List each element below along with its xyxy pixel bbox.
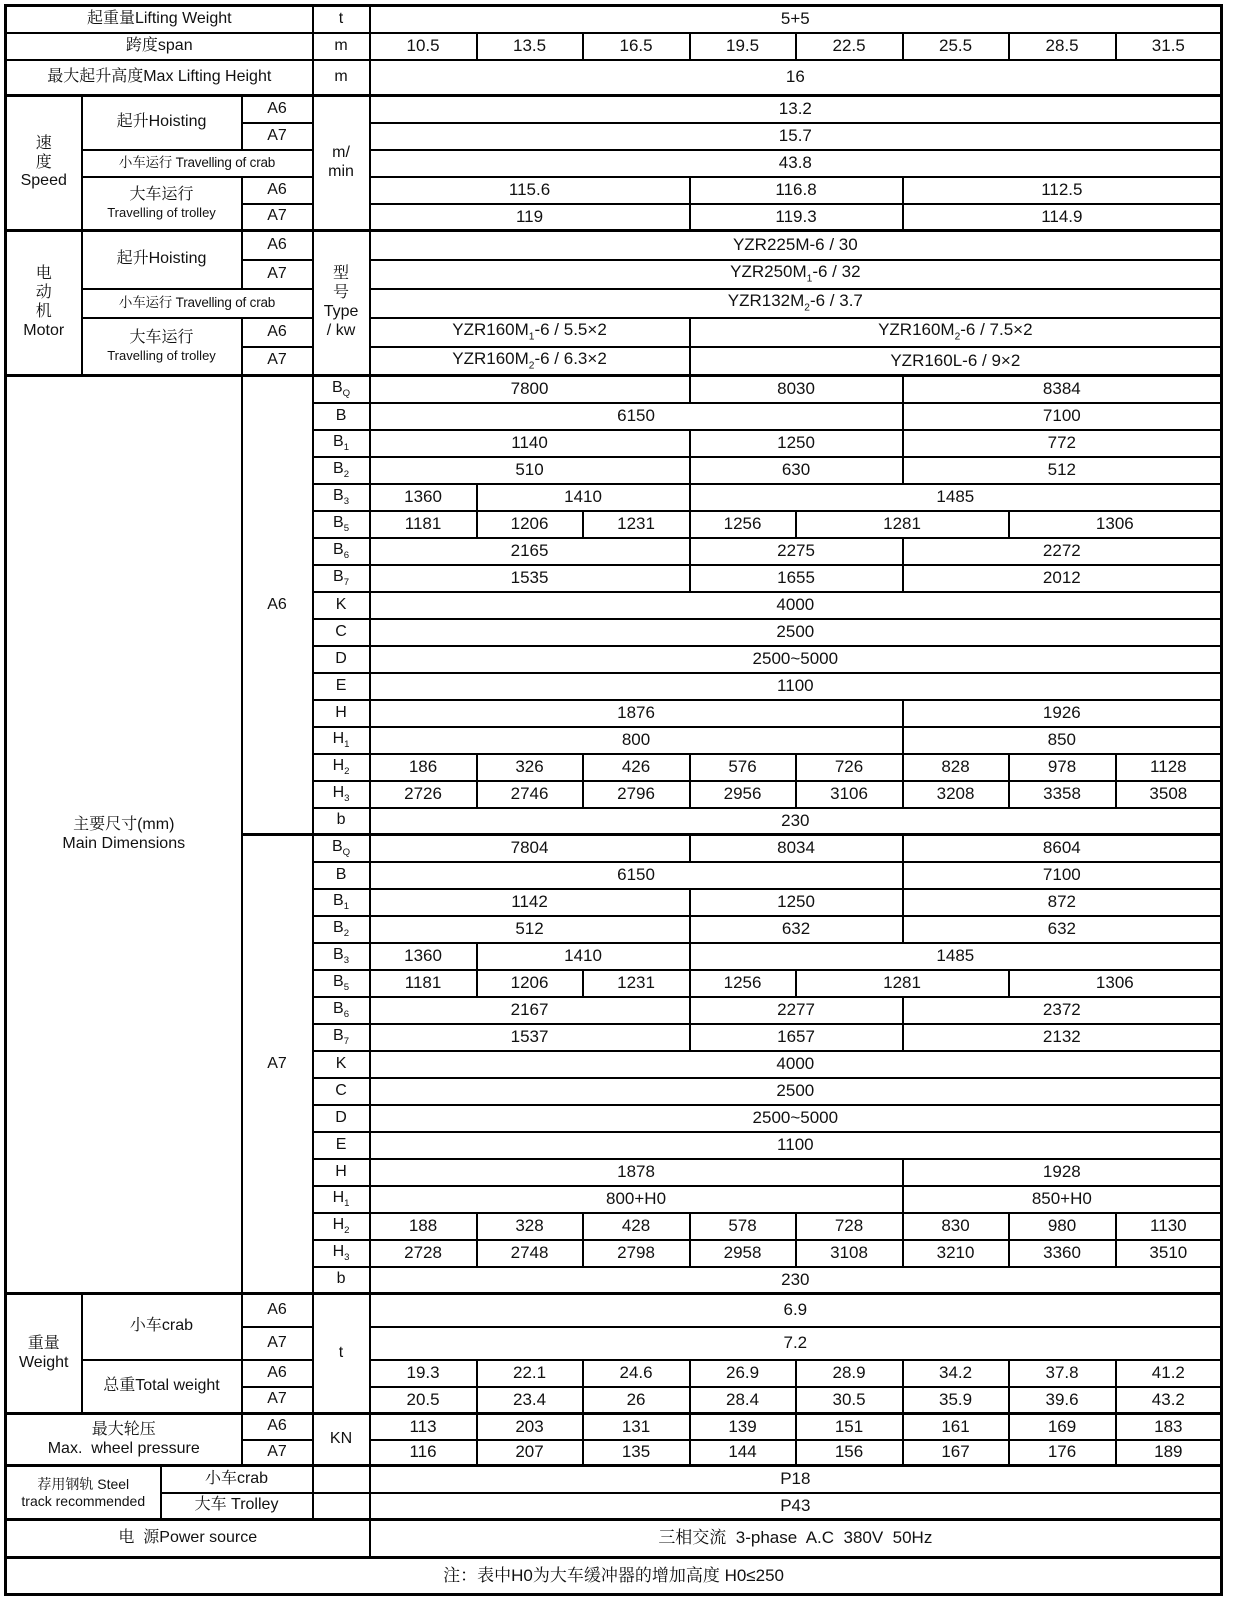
- grade-a7: A7: [242, 835, 313, 1294]
- value-cell: 41.2: [1116, 1360, 1222, 1387]
- value-cell: 34.2: [903, 1360, 1009, 1387]
- value-cell: 1181: [370, 511, 477, 538]
- value-cell: $YZR132M_2-6 / 3.7$: [370, 289, 1222, 318]
- value-cell: 6.9: [370, 1294, 1222, 1327]
- speed-section-label: 速 度 Speed: [6, 96, 82, 231]
- value-cell: 230: [370, 808, 1222, 835]
- value-cell: 2500: [370, 619, 1222, 646]
- dim-letter: B: [313, 862, 370, 889]
- value-cell: 2132: [903, 1024, 1222, 1051]
- value-cell: 115.6: [370, 177, 690, 204]
- dim-letter: $H_1$: [313, 727, 370, 754]
- value-cell: 203: [477, 1414, 583, 1440]
- value-cell: 2500: [370, 1078, 1222, 1105]
- value-cell: 16.5: [583, 33, 690, 60]
- value-cell: 25.5: [903, 33, 1009, 60]
- dim-letter: b: [313, 1267, 370, 1294]
- value-cell: 1142: [370, 889, 690, 916]
- value-cell: 151: [796, 1414, 903, 1440]
- value-cell: 1140: [370, 430, 690, 457]
- hoisting-label: 起升Hoisting: [82, 96, 242, 150]
- value-cell: 4000: [370, 1051, 1222, 1078]
- value-cell: 176: [1009, 1440, 1116, 1466]
- dim-letter: $B_Q$: [313, 835, 370, 862]
- value-cell: 188: [370, 1213, 477, 1240]
- trolley-rail-value: P43: [370, 1493, 1222, 1520]
- value-cell: 1410: [477, 943, 690, 970]
- unit-cell: KN: [313, 1414, 370, 1466]
- value-cell: 6150: [370, 403, 903, 430]
- crab-rail-label: 小车crab: [161, 1466, 313, 1493]
- value-cell: 3210: [903, 1240, 1009, 1267]
- value-cell: 112.5: [903, 177, 1222, 204]
- value-cell: 872: [903, 889, 1222, 916]
- value-cell: 726: [796, 754, 903, 781]
- value-cell: 1360: [370, 484, 477, 511]
- value-cell: 1485: [690, 484, 1222, 511]
- value-cell: 119.3: [690, 204, 903, 231]
- value-cell: 28.5: [1009, 33, 1116, 60]
- unit-cell: m/ min: [313, 96, 370, 231]
- value-cell: 8384: [903, 376, 1222, 403]
- value-cell: 119: [370, 204, 690, 231]
- value-cell: 1306: [1009, 511, 1222, 538]
- grade-a6: A6: [242, 1360, 313, 1387]
- value-cell: 167: [903, 1440, 1009, 1466]
- value-cell: 31.5: [1116, 33, 1222, 60]
- value-cell: 35.9: [903, 1387, 1009, 1414]
- value-cell: 1206: [477, 511, 583, 538]
- value-cell: 116: [370, 1440, 477, 1466]
- value-cell: 169: [1009, 1414, 1116, 1440]
- value-cell: 22.1: [477, 1360, 583, 1387]
- grade-a7: A7: [242, 1387, 313, 1414]
- value-cell: 2277: [690, 997, 903, 1024]
- weight-section-label: 重量 Weight: [6, 1294, 82, 1414]
- value-cell: $YZR160M_1-6 / 5.5\times 2$: [370, 318, 690, 347]
- value-cell: 207: [477, 1440, 583, 1466]
- dim-letter: $B_6$: [313, 997, 370, 1024]
- unit-cell: [313, 1493, 370, 1520]
- value-cell: 1926: [903, 700, 1222, 727]
- grade-a7: A7: [242, 123, 313, 150]
- value-cell: 510: [370, 457, 690, 484]
- grade-a6: A6: [242, 177, 313, 204]
- dim-letter: $B_1$: [313, 889, 370, 916]
- value-cell: 7800: [370, 376, 690, 403]
- dimensions-section-label: 主要尺寸(mm) Main Dimensions: [6, 376, 242, 1294]
- value-cell: 728: [796, 1213, 903, 1240]
- crab-travel-label: 小车运行 Travelling of crab: [82, 150, 313, 177]
- dim-letter: $B_5$: [313, 970, 370, 997]
- value-cell: 6150: [370, 862, 903, 889]
- total-weight-label: 总重Total weight: [82, 1360, 242, 1414]
- dim-letter: E: [313, 1132, 370, 1159]
- value-cell: 512: [903, 457, 1222, 484]
- value-cell: 2728: [370, 1240, 477, 1267]
- value-cell: 2500~5000: [370, 646, 1222, 673]
- value-cell: 1655: [690, 565, 903, 592]
- value-cell: 1535: [370, 565, 690, 592]
- value-cell: 15.7: [370, 123, 1222, 150]
- value-cell: 144: [690, 1440, 796, 1466]
- value-cell: 3508: [1116, 781, 1222, 808]
- value-cell: 7100: [903, 862, 1222, 889]
- value-cell: 22.5: [796, 33, 903, 60]
- value-cell: 3510: [1116, 1240, 1222, 1267]
- value-cell: 43.2: [1116, 1387, 1222, 1414]
- trolley-travel-label: 大车运行 Travelling of trolley: [82, 177, 242, 231]
- value-cell: 1537: [370, 1024, 690, 1051]
- value-cell: 23.4: [477, 1387, 583, 1414]
- value-cell: 1876: [370, 700, 903, 727]
- dim-letter: H: [313, 700, 370, 727]
- power-source-value: 三相交流 3-phase A.C 380V 50Hz: [370, 1520, 1222, 1558]
- value-cell: 7804: [370, 835, 690, 862]
- grade-a7: A7: [242, 347, 313, 376]
- dim-letter: K: [313, 1051, 370, 1078]
- hoisting-label: 起升Hoisting: [82, 231, 242, 289]
- spec-table-body: [6, 6, 1222, 1595]
- value-cell: 131: [583, 1414, 690, 1440]
- unit-cell: [313, 1466, 370, 1493]
- dim-letter: $H_3$: [313, 781, 370, 808]
- dim-letter: $B_7$: [313, 565, 370, 592]
- value-cell: 800: [370, 727, 903, 754]
- dim-letter: D: [313, 646, 370, 673]
- grade-a6: A6: [242, 231, 313, 260]
- dim-letter: B: [313, 403, 370, 430]
- value-cell: 1181: [370, 970, 477, 997]
- crab-weight-label: 小车crab: [82, 1294, 242, 1360]
- trolley-rail-label: 大车 Trolley: [161, 1493, 313, 1520]
- value-cell: 13.2: [370, 96, 1222, 123]
- value-cell: YZR225M-6 / 30: [370, 231, 1222, 260]
- value-cell: 1100: [370, 1132, 1222, 1159]
- dim-letter: $B_3$: [313, 484, 370, 511]
- value-cell: 2958: [690, 1240, 796, 1267]
- value-cell: 3360: [1009, 1240, 1116, 1267]
- note-cell: 注：表中H0为大车缓冲器的增加高度 H0≤250: [6, 1558, 1222, 1595]
- unit-cell: t: [313, 6, 370, 33]
- value-cell: 19.5: [690, 33, 796, 60]
- value-cell: 114.9: [903, 204, 1222, 231]
- dim-letter: $B_7$: [313, 1024, 370, 1051]
- value-cell: 2726: [370, 781, 477, 808]
- value-cell: 2272: [903, 538, 1222, 565]
- value-cell: 2275: [690, 538, 903, 565]
- value-cell: 135: [583, 1440, 690, 1466]
- value-cell: 2748: [477, 1240, 583, 1267]
- value-cell: 1281: [796, 511, 1009, 538]
- grade-a6: A6: [242, 1294, 313, 1327]
- value-cell: 1878: [370, 1159, 903, 1186]
- dim-letter: $H_2$: [313, 754, 370, 781]
- value-cell: 1657: [690, 1024, 903, 1051]
- value-cell: 3106: [796, 781, 903, 808]
- value-cell: 3208: [903, 781, 1009, 808]
- value-cell: 8030: [690, 376, 903, 403]
- value-cell: 1250: [690, 889, 903, 916]
- dim-letter: D: [313, 1105, 370, 1132]
- value-cell: 326: [477, 754, 583, 781]
- value-cell: 426: [583, 754, 690, 781]
- dim-letter: $B_2$: [313, 457, 370, 484]
- motor-section-label: 电 动 机 Motor: [6, 231, 82, 376]
- value-cell: $YZR160M_2-6 / 6.3\times 2$: [370, 347, 690, 376]
- value-cell: 1231: [583, 511, 690, 538]
- value-cell: 156: [796, 1440, 903, 1466]
- max-lifting-height-value: 16: [370, 60, 1222, 96]
- value-cell: 772: [903, 430, 1222, 457]
- value-cell: 8604: [903, 835, 1222, 862]
- value-cell: $YZR160M_2-6 / 7.5\times 2$: [690, 318, 1222, 347]
- value-cell: 2165: [370, 538, 690, 565]
- dim-letter: $H_1$: [313, 1186, 370, 1213]
- value-cell: 428: [583, 1213, 690, 1240]
- unit-cell: t: [313, 1294, 370, 1414]
- value-cell: 1928: [903, 1159, 1222, 1186]
- value-cell: 1485: [690, 943, 1222, 970]
- value-cell: 1281: [796, 970, 1009, 997]
- value-cell: 1306: [1009, 970, 1222, 997]
- grade-a7: A7: [242, 260, 313, 289]
- value-cell: 113: [370, 1414, 477, 1440]
- dim-letter: b: [313, 808, 370, 835]
- value-cell: 4000: [370, 592, 1222, 619]
- value-cell: 2798: [583, 1240, 690, 1267]
- value-cell: 1256: [690, 511, 796, 538]
- value-cell: 139: [690, 1414, 796, 1440]
- value-cell: 630: [690, 457, 903, 484]
- crab-rail-value: P18: [370, 1466, 1222, 1493]
- trolley-travel-label: 大车运行 Travelling of trolley: [82, 318, 242, 376]
- value-cell: 578: [690, 1213, 796, 1240]
- value-cell: 1100: [370, 673, 1222, 700]
- value-cell: 512: [370, 916, 690, 943]
- value-cell: 828: [903, 754, 1009, 781]
- value-cell: 1410: [477, 484, 690, 511]
- dim-letter: K: [313, 592, 370, 619]
- dim-letter: $B_5$: [313, 511, 370, 538]
- value-cell: 37.8: [1009, 1360, 1116, 1387]
- value-cell: 2372: [903, 997, 1222, 1024]
- value-cell: 632: [690, 916, 903, 943]
- value-cell: 1250: [690, 430, 903, 457]
- span-label: 跨度span: [6, 33, 313, 60]
- value-cell: 183: [1116, 1414, 1222, 1440]
- dim-letter: $B_1$: [313, 430, 370, 457]
- value-cell: 28.9: [796, 1360, 903, 1387]
- value-cell: 189: [1116, 1440, 1222, 1466]
- grade-a6: A6: [242, 1414, 313, 1440]
- value-cell: 7.2: [370, 1327, 1222, 1360]
- value-cell: 3108: [796, 1240, 903, 1267]
- value-cell: 1206: [477, 970, 583, 997]
- value-cell: $YZR250M_1-6 / 32$: [370, 260, 1222, 289]
- value-cell: 24.6: [583, 1360, 690, 1387]
- value-cell: 978: [1009, 754, 1116, 781]
- grade-a7: A7: [242, 1327, 313, 1360]
- value-cell: 26.9: [690, 1360, 796, 1387]
- value-cell: 186: [370, 754, 477, 781]
- grade-a6: A6: [242, 318, 313, 347]
- max-lifting-height-label: 最大起升高度Max Lifting Height: [6, 60, 313, 96]
- value-cell: 328: [477, 1213, 583, 1240]
- value-cell: 13.5: [477, 33, 583, 60]
- value-cell: 850+H0: [903, 1186, 1222, 1213]
- value-cell: 116.8: [690, 177, 903, 204]
- value-cell: 30.5: [796, 1387, 903, 1414]
- value-cell: 7100: [903, 403, 1222, 430]
- dim-letter: C: [313, 1078, 370, 1105]
- unit-cell: m: [313, 33, 370, 60]
- dim-letter: H: [313, 1159, 370, 1186]
- value-cell: 3358: [1009, 781, 1116, 808]
- grade-a6: A6: [242, 376, 313, 835]
- value-cell: 20.5: [370, 1387, 477, 1414]
- value-cell: 19.3: [370, 1360, 477, 1387]
- unit-cell: 型 号 Type / kw: [313, 231, 370, 376]
- value-cell: 830: [903, 1213, 1009, 1240]
- value-cell: YZR160L-6 / 9×2: [690, 347, 1222, 376]
- value-cell: 2796: [583, 781, 690, 808]
- value-cell: 1128: [1116, 754, 1222, 781]
- steel-track-label: 荐用钢轨 Steel track recommended: [6, 1466, 161, 1520]
- lifting-weight-label: 起重量Lifting Weight: [6, 6, 313, 33]
- value-cell: 1231: [583, 970, 690, 997]
- value-cell: 161: [903, 1414, 1009, 1440]
- value-cell: 2167: [370, 997, 690, 1024]
- value-cell: 43.8: [370, 150, 1222, 177]
- value-cell: 980: [1009, 1213, 1116, 1240]
- grade-a6: A6: [242, 96, 313, 123]
- crab-travel-label: 小车运行 Travelling of crab: [82, 289, 313, 318]
- value-cell: 800+H0: [370, 1186, 903, 1213]
- value-cell: 576: [690, 754, 796, 781]
- dim-letter: $B_2$: [313, 916, 370, 943]
- value-cell: 1130: [1116, 1213, 1222, 1240]
- lifting-weight-value: 5+5: [370, 6, 1222, 33]
- value-cell: 2012: [903, 565, 1222, 592]
- unit-cell: m: [313, 60, 370, 96]
- value-cell: 10.5: [370, 33, 477, 60]
- value-cell: 26: [583, 1387, 690, 1414]
- dim-letter: E: [313, 673, 370, 700]
- grade-a7: A7: [242, 204, 313, 231]
- grade-a7: A7: [242, 1440, 313, 1466]
- value-cell: 632: [903, 916, 1222, 943]
- dim-letter: $B_3$: [313, 943, 370, 970]
- dim-letter: $H_3$: [313, 1240, 370, 1267]
- dim-letter: $B_6$: [313, 538, 370, 565]
- value-cell: 8034: [690, 835, 903, 862]
- spec-table: [4, 4, 1223, 1596]
- value-cell: 2500~5000: [370, 1105, 1222, 1132]
- dim-letter: $H_2$: [313, 1213, 370, 1240]
- value-cell: 230: [370, 1267, 1222, 1294]
- value-cell: 1256: [690, 970, 796, 997]
- value-cell: 39.6: [1009, 1387, 1116, 1414]
- value-cell: 850: [903, 727, 1222, 754]
- dim-letter: $B_Q$: [313, 376, 370, 403]
- power-source-label: 电 源Power source: [6, 1520, 370, 1558]
- value-cell: 2746: [477, 781, 583, 808]
- value-cell: 2956: [690, 781, 796, 808]
- wheel-pressure-label: 最大轮压 Max. wheel pressure: [6, 1414, 242, 1466]
- value-cell: 1360: [370, 943, 477, 970]
- dim-letter: C: [313, 619, 370, 646]
- value-cell: 28.4: [690, 1387, 796, 1414]
